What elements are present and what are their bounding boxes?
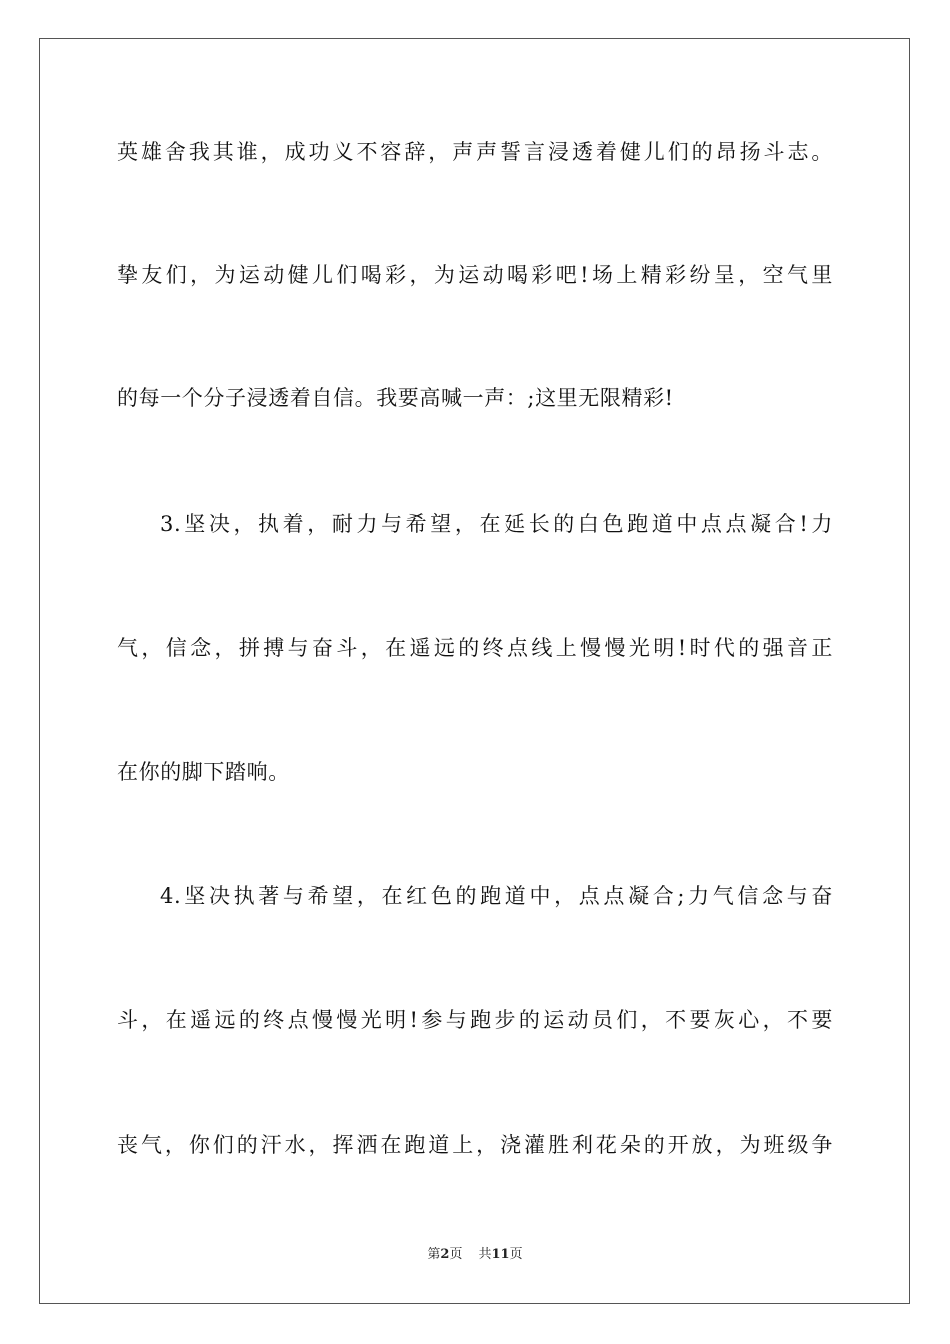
paragraph-line: 挚友们，为运动健儿们喝彩，为运动喝彩吧!场上精彩纷呈，空气里 [117, 263, 833, 287]
total-prefix: 共 [478, 1247, 492, 1262]
paragraph-line: 气，信念，拼搏与奋斗，在遥远的终点线上慢慢光明!时代的强音正 [117, 636, 833, 660]
total-suffix: 页 [509, 1247, 523, 1262]
total-pages: 11 [491, 1247, 510, 1262]
page-suffix: 页 [449, 1247, 463, 1262]
paragraph-line: 4.坚决执著与希望，在红色的跑道中，点点凝合;力气信念与奋 [160, 884, 833, 908]
paragraph-line: 斗，在遥远的终点慢慢光明!参与跑步的运动员们，不要灰心，不要 [117, 1008, 833, 1032]
page-frame [39, 38, 910, 1304]
paragraph-line: 在你的脚下踏响。 [117, 760, 290, 784]
paragraph-line: 丧气，你们的汗水，挥洒在跑道上，浇灌胜利花朵的开放，为班级争 [117, 1133, 833, 1157]
paragraph-line: 英雄舍我其谁，成功义不容辞，声声誓言浸透着健儿们的昂扬斗志。 [117, 140, 833, 164]
page-number: 2 [440, 1247, 450, 1262]
page-prefix: 第 [427, 1247, 441, 1262]
paragraph-line: 3.坚决，执着，耐力与希望，在延长的白色跑道中点点凝合!力 [160, 512, 833, 536]
page-footer [0, 1246, 950, 1264]
paragraph-line: 的每一个分子浸透着自信。我要高喊一声：;这里无限精彩! [117, 386, 674, 410]
